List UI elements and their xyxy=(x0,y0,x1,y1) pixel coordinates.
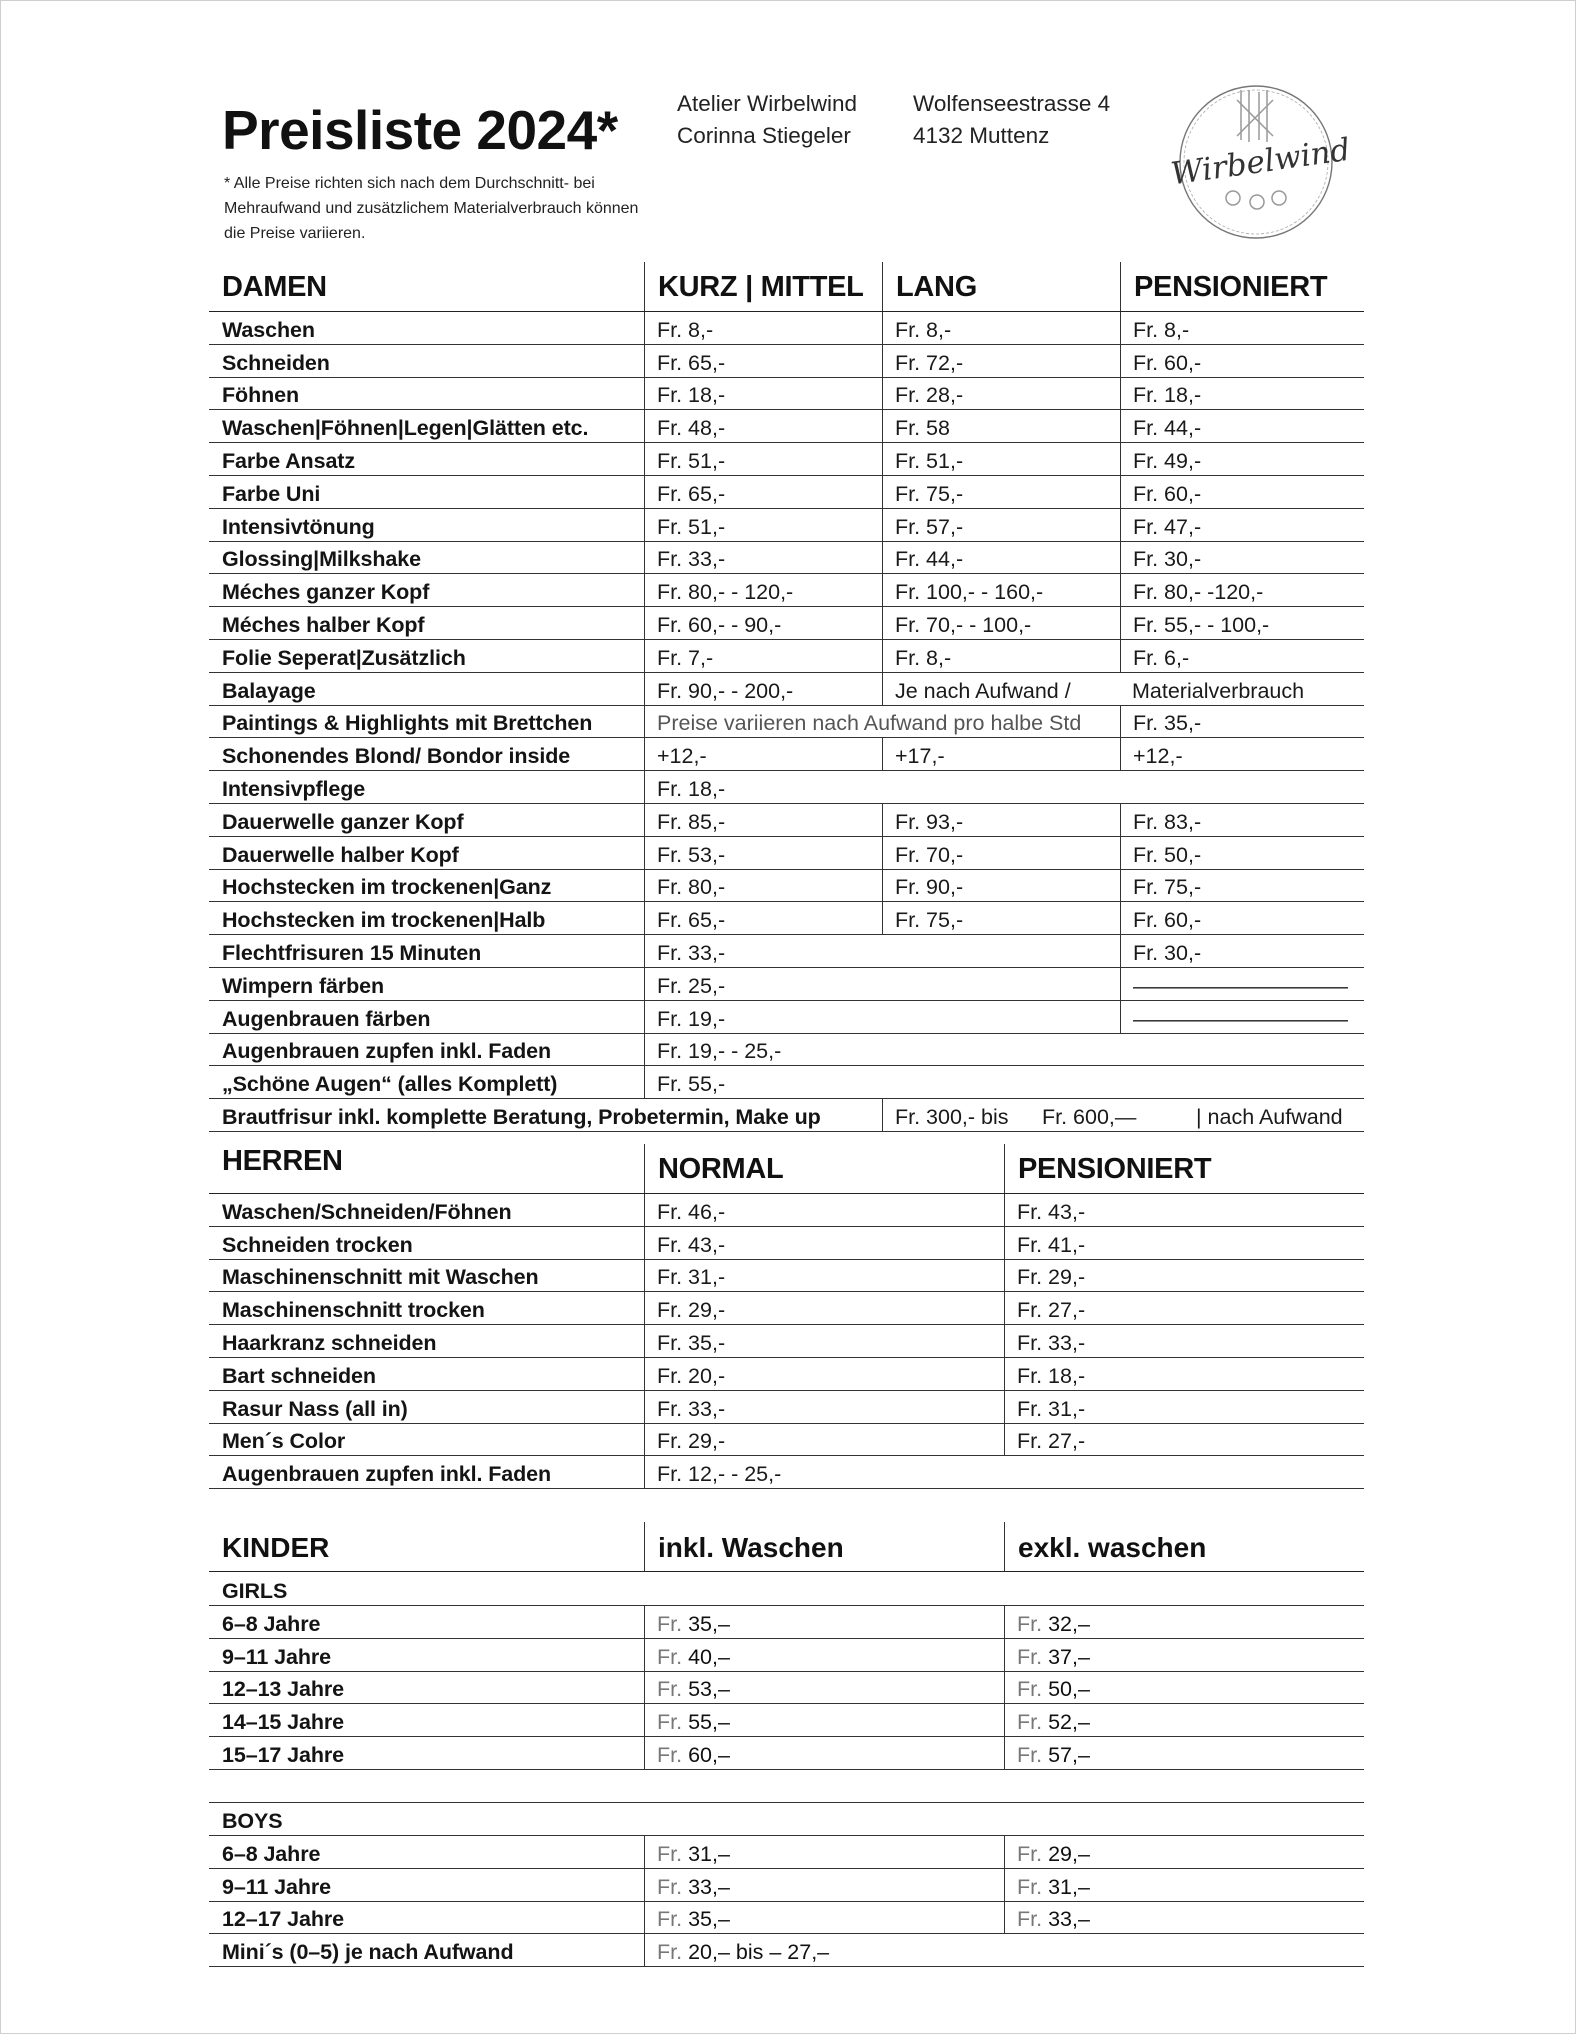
price-pensioniert: Fr. 47,- xyxy=(1120,509,1364,541)
table-row xyxy=(209,410,1364,443)
table-row xyxy=(209,673,1364,706)
price-kurz-mittel: +12,- xyxy=(644,738,882,770)
price-lang: +17,- xyxy=(882,738,1120,770)
price-value: 20,– bis – 27,– xyxy=(688,1940,830,1965)
col-pensioniert: PENSIONIERT xyxy=(1120,262,1364,311)
damen-table xyxy=(209,262,1364,1132)
price-kurz-mittel: Fr. 85,- xyxy=(644,804,882,836)
currency: Fr. xyxy=(657,1710,683,1735)
service-label: Farbe Ansatz xyxy=(222,448,356,473)
col-inkl-waschen: inkl. Waschen xyxy=(644,1522,1004,1571)
price-inkl xyxy=(644,1836,1004,1868)
currency: Fr. xyxy=(1017,1742,1043,1767)
price-pensioniert: Fr. 6,- xyxy=(1120,640,1364,672)
age-label: 15–17 Jahre xyxy=(222,1742,345,1767)
price-note: * Alle Preise richten sich nach dem Durchschnitt- bei Mehraufwand und zusätzlichem Materialverbrauch können die Preise variieren. xyxy=(224,175,639,242)
herren-heading: HERREN xyxy=(222,1145,343,1177)
price-pensioniert: —————————— xyxy=(1120,968,1364,1000)
price-to: Fr. 600,— xyxy=(1042,1104,1137,1129)
table-row xyxy=(209,542,1364,575)
price-inkl xyxy=(644,1639,1004,1671)
service-label: Hochstecken im trockenen|Ganz xyxy=(222,875,552,900)
currency: Fr. xyxy=(657,1940,683,1965)
price-pensioniert: Fr. 29,- xyxy=(1004,1260,1364,1292)
kinder-table xyxy=(209,1522,1364,1967)
price-pensioniert: Fr. 60,- xyxy=(1120,345,1364,377)
table-row xyxy=(209,607,1364,640)
price-value: 57,– xyxy=(1048,1742,1090,1767)
table-row xyxy=(209,1704,1364,1737)
price-kurz-mittel: Fr. 33,- xyxy=(644,542,882,574)
table-row xyxy=(209,1606,1364,1639)
table-row xyxy=(209,1099,1364,1132)
wirbelwind-logo xyxy=(1163,80,1353,245)
price-lang: Fr. 57,- xyxy=(882,509,1120,541)
price-lang: Je nach Aufwand / xyxy=(882,673,1120,705)
table-row xyxy=(209,1194,1364,1227)
table-row xyxy=(209,1869,1364,1902)
price-pensioniert: Fr. 60,- xyxy=(1120,476,1364,508)
service-label: Dauerwelle ganzer Kopf xyxy=(222,809,464,834)
service-label: Rasur Nass (all in) xyxy=(222,1396,408,1421)
price-inkl xyxy=(644,1902,1004,1934)
price-exkl xyxy=(1004,1836,1364,1868)
table-row xyxy=(209,1001,1364,1034)
price-extra: | nach Aufwand xyxy=(1196,1104,1343,1129)
price-normal: Fr. 33,- xyxy=(644,1391,1004,1423)
currency: Fr. xyxy=(657,1874,683,1899)
service-label: Hochstecken im trockenen|Halb xyxy=(222,908,546,933)
table-row xyxy=(209,1260,1364,1293)
page-title: Preisliste 2024* xyxy=(222,99,618,161)
boys-label: BOYS xyxy=(222,1808,283,1833)
service-label: Schneiden xyxy=(222,350,330,375)
price-normal: Fr. 46,- xyxy=(644,1194,1004,1226)
price-pensioniert: Fr. 31,- xyxy=(1004,1391,1364,1423)
service-label: Waschen/Schneiden/Föhnen xyxy=(222,1199,512,1224)
age-label: 12–17 Jahre xyxy=(222,1907,345,1932)
price-value: 31,– xyxy=(688,1841,730,1866)
price-value: 50,– xyxy=(1048,1677,1090,1702)
price-lang: Fr. 75,- xyxy=(882,476,1120,508)
table-row xyxy=(209,1672,1364,1705)
price-normal: Fr. 12,- - 25,- xyxy=(644,1456,1364,1488)
table-row xyxy=(209,1424,1364,1457)
price-value: 37,– xyxy=(1048,1644,1090,1669)
price-value: 33,– xyxy=(688,1874,730,1899)
price-cell: Fr. 33,- xyxy=(644,935,1120,967)
price-lang: Fr. 51,- xyxy=(882,443,1120,475)
age-label: 14–15 Jahre xyxy=(222,1710,345,1735)
boys-subheader xyxy=(209,1802,1364,1836)
table-row xyxy=(209,1456,1364,1489)
price-value: 35,– xyxy=(688,1907,730,1932)
currency: Fr. xyxy=(657,1677,683,1702)
table-row xyxy=(209,804,1364,837)
price-pensioniert: Fr. 27,- xyxy=(1004,1292,1364,1324)
city: 4132 Muttenz xyxy=(913,123,1050,148)
currency: Fr. xyxy=(657,1742,683,1767)
table-row xyxy=(209,1227,1364,1260)
price-inkl xyxy=(644,1606,1004,1638)
service-label: Farbe Uni xyxy=(222,481,321,506)
currency: Fr. xyxy=(657,1611,683,1636)
price-lang: Fr. 75,- xyxy=(882,902,1120,934)
col-exkl-waschen: exkl. waschen xyxy=(1004,1522,1364,1571)
price-kurz-mittel: Fr. 51,- xyxy=(644,443,882,475)
street: Wolfenseestrasse 4 xyxy=(913,91,1111,116)
service-label: Méches ganzer Kopf xyxy=(222,580,430,605)
table-row xyxy=(209,574,1364,607)
service-label: Méches halber Kopf xyxy=(222,612,425,637)
currency: Fr. xyxy=(1017,1907,1043,1932)
price-cell: Fr. 55,- xyxy=(644,1066,1364,1098)
herren-table xyxy=(209,1144,1364,1489)
service-label: Glossing|Milkshake xyxy=(222,547,421,572)
table-row xyxy=(209,837,1364,870)
kinder-heading: KINDER xyxy=(222,1532,330,1563)
price-normal: Fr. 29,- xyxy=(644,1292,1004,1324)
service-label: Paintings & Highlights mit Brettchen xyxy=(222,711,593,736)
currency: Fr. xyxy=(657,1841,683,1866)
price-value: 60,– xyxy=(688,1742,730,1767)
currency: Fr. xyxy=(657,1907,683,1932)
price-kurz-mittel: Fr. 80,- xyxy=(644,870,882,902)
price-kurz-mittel: Fr. 48,- xyxy=(644,410,882,442)
service-label: Balayage xyxy=(222,678,316,703)
service-label: Maschinenschnitt trocken xyxy=(222,1298,485,1323)
price-lang: Fr. 70,- - 100,- xyxy=(882,607,1120,639)
service-label: Augenbrauen zupfen inkl. Faden xyxy=(222,1039,552,1064)
price-inkl xyxy=(644,1737,1004,1769)
table-row xyxy=(209,738,1364,771)
table-row xyxy=(209,1639,1364,1672)
table-row xyxy=(209,443,1364,476)
price-value: 53,– xyxy=(688,1677,730,1702)
price-pensioniert: Fr. 75,- xyxy=(1120,870,1364,902)
price-cell: Fr. 19,- - 25,- xyxy=(644,1034,1364,1066)
price-kurz-mittel: Fr. 53,- xyxy=(644,837,882,869)
price-normal: Fr. 29,- xyxy=(644,1424,1004,1456)
service-label: Föhnen xyxy=(222,383,300,408)
currency: Fr. xyxy=(1017,1710,1043,1735)
currency: Fr. xyxy=(1017,1644,1043,1669)
table-row xyxy=(209,902,1364,935)
service-label: Maschinenschnitt mit Waschen xyxy=(222,1265,539,1290)
price-pensioniert: Fr. 43,- xyxy=(1004,1194,1364,1226)
service-label: Schonendes Blond/ Bondor inside xyxy=(222,744,571,769)
price-lang: Fr. 8,- xyxy=(882,640,1120,672)
price-lang: Fr. 70,- xyxy=(882,837,1120,869)
table-row xyxy=(209,345,1364,378)
price-kurz-mittel: Fr. 80,- - 120,- xyxy=(644,574,882,606)
service-label: Augenbrauen zupfen inkl. Faden xyxy=(222,1462,552,1487)
price-exkl xyxy=(1004,1902,1364,1934)
owner-name: Corinna Stiegeler xyxy=(677,123,851,148)
price-exkl xyxy=(1004,1639,1364,1671)
service-label: Folie Seperat|Zusätzlich xyxy=(222,645,466,670)
price-pensioniert: Fr. 41,- xyxy=(1004,1227,1364,1259)
currency: Fr. xyxy=(1017,1874,1043,1899)
price-cell: Preise variieren nach Aufwand pro halbe Std xyxy=(644,706,1120,738)
price-kurz-mittel: Fr. 65,- xyxy=(644,902,882,934)
price-kurz-mittel: Fr. 7,- xyxy=(644,640,882,672)
damen-heading: DAMEN xyxy=(222,271,327,303)
price-value: 52,– xyxy=(1048,1710,1090,1735)
kinder-header-row xyxy=(209,1522,1364,1572)
price-inkl xyxy=(644,1672,1004,1704)
price-value: 55,– xyxy=(688,1710,730,1735)
service-label: Intensivtönung xyxy=(222,514,375,539)
price-pensioniert: Fr. 50,- xyxy=(1120,837,1364,869)
price-pensioniert: Fr. 18,- xyxy=(1004,1358,1364,1390)
herren-header-row xyxy=(209,1144,1364,1194)
table-row xyxy=(209,1325,1364,1358)
price-value: 40,– xyxy=(688,1644,730,1669)
service-label: Intensivpflege xyxy=(222,776,366,801)
price-pensioniert: Fr. 30,- xyxy=(1120,542,1364,574)
service-label: Waschen|Föhnen|Legen|Glätten etc. xyxy=(222,416,589,441)
price-kurz-mittel: Fr. 51,- xyxy=(644,509,882,541)
price-pensioniert: —————————— xyxy=(1120,1001,1364,1033)
price-kurz-mittel: Fr. 8,- xyxy=(644,312,882,344)
table-row xyxy=(209,1358,1364,1391)
table-row xyxy=(209,640,1364,673)
price-value: 35,– xyxy=(688,1611,730,1636)
table-row xyxy=(209,706,1364,739)
service-label: Waschen xyxy=(222,317,315,342)
business-name: Atelier Wirbelwind xyxy=(677,91,858,116)
table-row xyxy=(209,476,1364,509)
price-normal: Fr. 31,- xyxy=(644,1260,1004,1292)
age-label: 12–13 Jahre xyxy=(222,1677,345,1702)
price-lang: Fr. 58 xyxy=(882,410,1120,442)
girls-label: GIRLS xyxy=(222,1579,288,1603)
service-label: „Schöne Augen“ (alles Komplett) xyxy=(222,1072,558,1097)
price-exkl xyxy=(1004,1737,1364,1769)
price-pensioniert: +12,- xyxy=(1120,738,1364,770)
age-label: 9–11 Jahre xyxy=(222,1874,331,1899)
price-pensioniert: Fr. 8,- xyxy=(1120,312,1364,344)
price-value: 33,– xyxy=(1048,1907,1090,1932)
service-label: Bart schneiden xyxy=(222,1363,376,1388)
service-label: Dauerwelle halber Kopf xyxy=(222,842,459,867)
table-row xyxy=(209,771,1364,804)
price-kurz-mittel: Fr. 65,- xyxy=(644,476,882,508)
price-kurz-mittel: Fr. 90,- - 200,- xyxy=(644,673,882,705)
price-lang: Fr. 8,- xyxy=(882,312,1120,344)
price-kurz-mittel: Fr. 60,- - 90,- xyxy=(644,607,882,639)
girls-subheader xyxy=(209,1572,1364,1606)
price-pensioniert: Materialverbrauch xyxy=(1132,678,1305,703)
table-row xyxy=(209,1737,1364,1770)
price-inkl xyxy=(644,1704,1004,1736)
service-label: Brautfrisur inkl. komplette Beratung, Probetermin, Make up xyxy=(222,1104,821,1129)
price-pensioniert: Fr. 27,- xyxy=(1004,1424,1364,1456)
price-exkl xyxy=(1004,1672,1364,1704)
table-row xyxy=(209,1836,1364,1869)
price-pensioniert: Fr. 80,- -120,- xyxy=(1120,574,1364,606)
currency: Fr. xyxy=(657,1644,683,1669)
price-pensioniert: Fr. 83,- xyxy=(1120,804,1364,836)
price-exkl xyxy=(1004,1869,1364,1901)
table-row xyxy=(209,378,1364,411)
table-row xyxy=(209,1391,1364,1424)
price-lang: Fr. 90,- xyxy=(882,870,1120,902)
price-kurz-mittel: Fr. 65,- xyxy=(644,345,882,377)
service-label: Augenbrauen färben xyxy=(222,1006,431,1031)
address xyxy=(913,88,1110,152)
price-pensioniert: Fr. 18,- xyxy=(1120,378,1364,410)
price-cell: Fr. 19,- xyxy=(644,1001,1120,1033)
price-inkl xyxy=(644,1869,1004,1901)
price-lang: Fr. 100,- - 160,- xyxy=(882,574,1120,606)
business-info xyxy=(677,88,857,152)
col-pensioniert: PENSIONIERT xyxy=(1004,1144,1364,1193)
price-pensioniert: Fr. 49,- xyxy=(1120,443,1364,475)
price-pensioniert: Fr. 55,- - 100,- xyxy=(1120,607,1364,639)
service-label: Men´s Color xyxy=(222,1429,346,1454)
price-value: 29,– xyxy=(1048,1841,1090,1866)
service-label: Mini´s (0–5) je nach Aufwand xyxy=(222,1940,514,1965)
table-row xyxy=(209,312,1364,345)
service-label: Wimpern färben xyxy=(222,973,385,998)
age-label: 6–8 Jahre xyxy=(222,1611,321,1636)
price-value: 32,– xyxy=(1048,1611,1090,1636)
price-cell xyxy=(644,1934,1364,1966)
table-row xyxy=(209,935,1364,968)
age-label: 6–8 Jahre xyxy=(222,1841,321,1866)
table-row xyxy=(209,1034,1364,1067)
price-from: Fr. 300,- bis xyxy=(882,1099,1032,1131)
price-normal: Fr. 20,- xyxy=(644,1358,1004,1390)
currency: Fr. xyxy=(1017,1677,1043,1702)
price-pensioniert: Fr. 60,- xyxy=(1120,902,1364,934)
col-kurz-mittel: KURZ | MITTEL xyxy=(644,262,882,311)
price-normal: Fr. 35,- xyxy=(644,1325,1004,1357)
price-pensioniert: Fr. 44,- xyxy=(1120,410,1364,442)
price-exkl xyxy=(1004,1704,1364,1736)
spacer-row xyxy=(209,1770,1364,1802)
currency: Fr. xyxy=(1017,1611,1043,1636)
table-row xyxy=(209,509,1364,542)
damen-header-row xyxy=(209,262,1364,312)
service-label: Flechtfrisuren 15 Minuten xyxy=(222,940,482,965)
price-value: 31,– xyxy=(1048,1874,1090,1899)
logo-text: Wirbelwind xyxy=(1168,131,1353,193)
table-row xyxy=(209,870,1364,903)
price-exkl xyxy=(1004,1606,1364,1638)
price-lang: Fr. 28,- xyxy=(882,378,1120,410)
price-lang: Fr. 93,- xyxy=(882,804,1120,836)
price-cell: Fr. 18,- xyxy=(644,771,1364,803)
price-normal: Fr. 43,- xyxy=(644,1227,1004,1259)
service-label: Haarkranz schneiden xyxy=(222,1330,437,1355)
currency: Fr. xyxy=(1017,1841,1043,1866)
price-kurz-mittel: Fr. 18,- xyxy=(644,378,882,410)
col-normal: NORMAL xyxy=(644,1144,1004,1193)
price-pensioniert: Fr. 30,- xyxy=(1120,935,1364,967)
age-label: 9–11 Jahre xyxy=(222,1644,331,1669)
table-row xyxy=(209,1066,1364,1099)
col-lang: LANG xyxy=(882,262,1120,311)
price-cell: Fr. 25,- xyxy=(644,968,1120,1000)
table-row xyxy=(209,1902,1364,1935)
price-pensioniert: Fr. 33,- xyxy=(1004,1325,1364,1357)
table-row xyxy=(209,968,1364,1001)
table-row xyxy=(209,1292,1364,1325)
service-label: Schneiden trocken xyxy=(222,1232,413,1257)
price-lang: Fr. 44,- xyxy=(882,542,1120,574)
price-pensioniert: Fr. 35,- xyxy=(1120,706,1364,738)
price-lang: Fr. 72,- xyxy=(882,345,1120,377)
table-row xyxy=(209,1934,1364,1967)
